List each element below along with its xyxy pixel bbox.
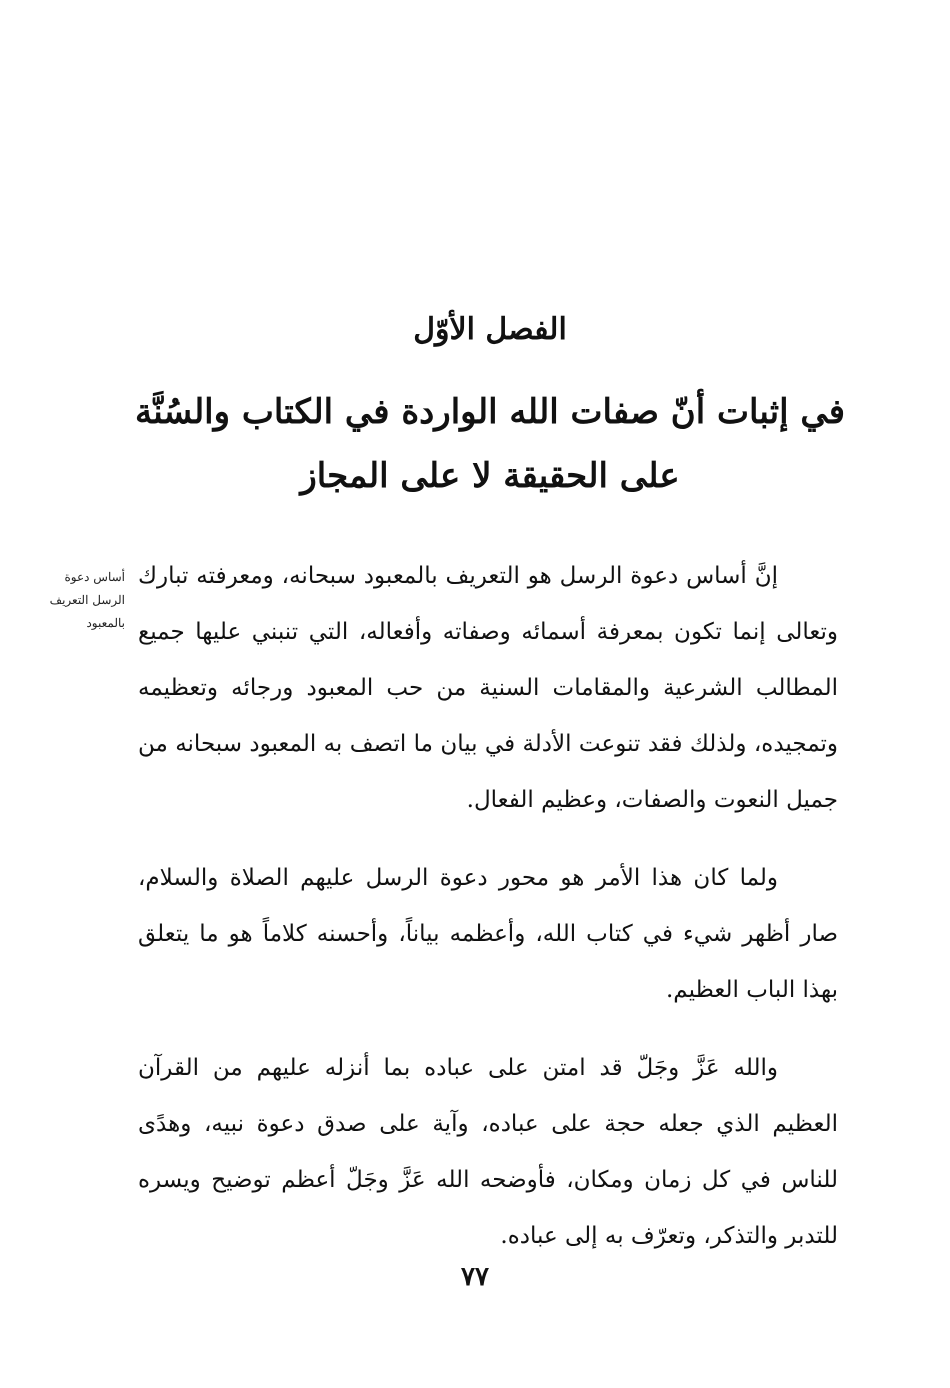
chapter-title-line-1: في إثبات أنّ صفات الله الواردة في الكتاب والسُنَّة bbox=[135, 392, 845, 432]
margin-note-line-2: الرسل التعريف bbox=[49, 593, 125, 607]
chapter-label: الفصل الأوّل bbox=[413, 312, 567, 347]
margin-note bbox=[7, 566, 125, 635]
margin-note-line-3: بالمعبود bbox=[86, 616, 125, 630]
chapter-title-line-2: على الحقيقة لا على المجاز bbox=[300, 456, 680, 496]
paragraph-1: إنَّ أساس دعوة الرسل هو التعريف بالمعبود سبحانه، ومعرفته تبارك وتعالى إنما تكون بمعرفة أسمائه وصفاته وأفعاله، التي تنبني عليها جميع المطالب الشرعية والمقامات السنية من حب المعبود ورجائه وتعظيمه وتمجيده، ولذلك فقد تنوعت الأدلة في بيان ما اتصف به المعبود سبحانه من جميل النعوت والصفات، وعظيم الفعال. bbox=[138, 563, 838, 813]
chapter-heading bbox=[130, 308, 850, 508]
margin-note-line-1: أساس دعوة bbox=[64, 570, 125, 584]
page-number: ٧٧ bbox=[461, 1262, 489, 1292]
paragraph-3: والله عَزَّ وجَلّ قد امتن على عباده بما أنزله عليهم من القرآن العظيم الذي جعله حجة على عباده، وآية على صدق دعوة نبيه، وهدًى للناس في كل زمان ومكان، فأوضحه الله عَزَّ وجَلّ أعظم توضيح ويسره للتدبر والتذكر، وتعرّف به إلى عباده. bbox=[138, 1055, 838, 1249]
paragraph-2: ولما كان هذا الأمر هو محور دعوة الرسل عليهم الصلاة والسلام، صار أظهر شيء في كتاب الله، وأعظمه بياناً، وأحسنه كلاماً هو ما يتعلق بهذا الباب العظيم. bbox=[138, 865, 838, 1003]
body-text bbox=[138, 548, 838, 1286]
